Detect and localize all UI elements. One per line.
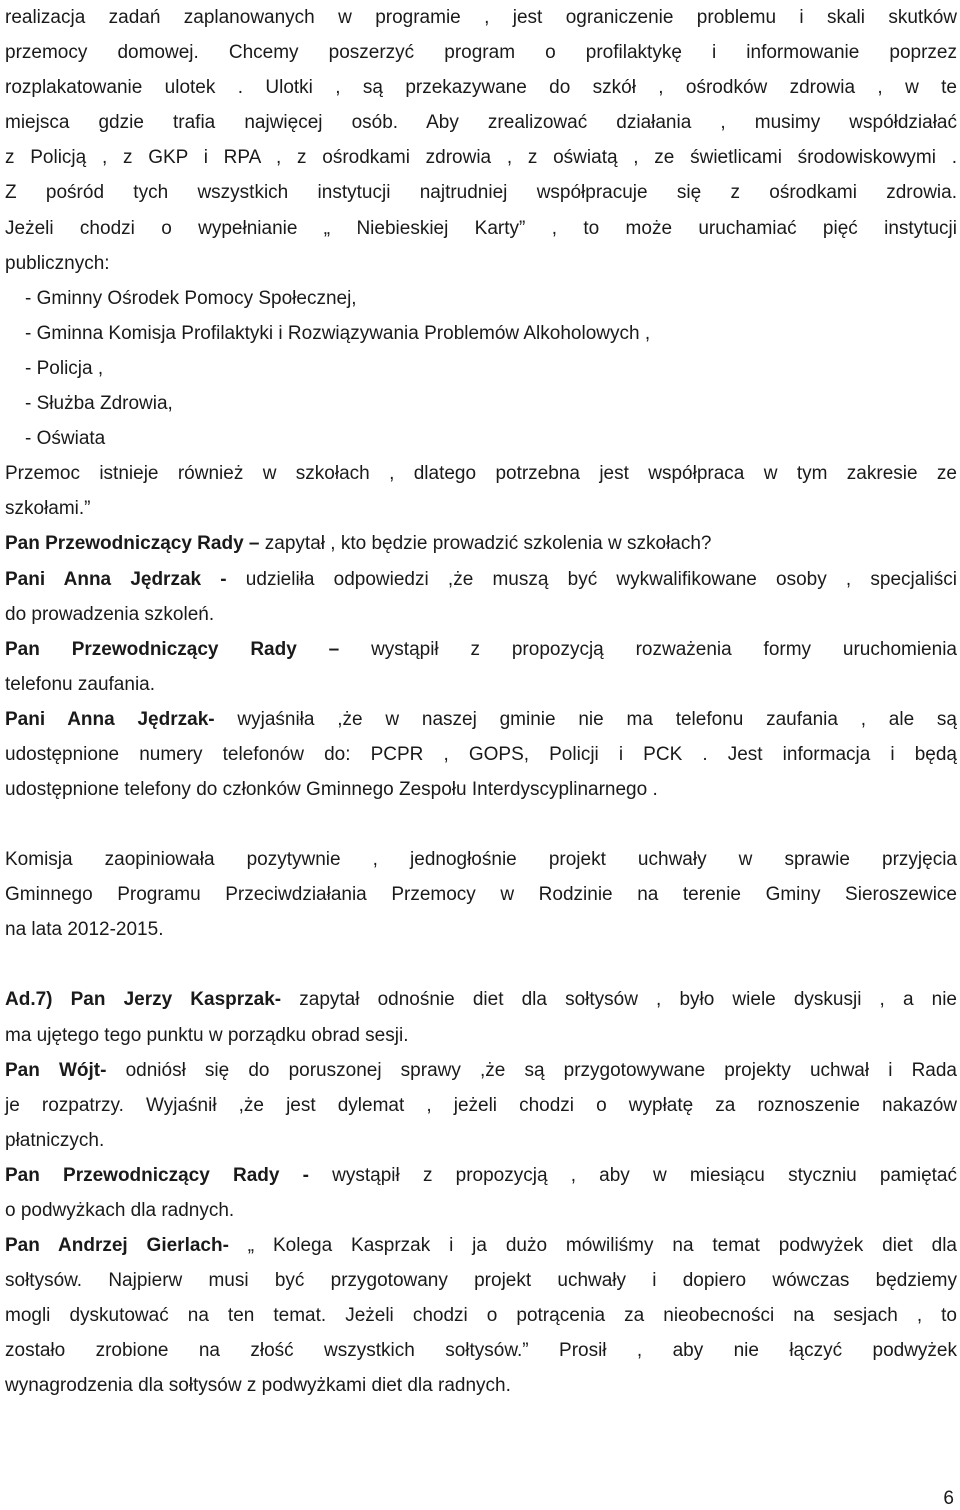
- speaker-name: Pan Wójt-: [5, 1059, 107, 1081]
- text-line: przemocy domowej. Chcemy poszerzyć program o profilaktykę i informowanie poprzez: [5, 42, 957, 64]
- speaker-name: Pan Przewodniczący Rady –: [5, 638, 340, 660]
- speaker-text: wystąpił z propozycją rozważenia formy uruchomienia: [339, 638, 957, 660]
- speaker-name: Pan Przewodniczący Rady -: [5, 1164, 309, 1186]
- list-item: - Gminny Ośrodek Pomocy Społecznej,: [25, 287, 357, 309]
- text-line: z Policją , z GKP i RPA , z ośrodkami zdrowia , z oświatą , ze świetlicami środowiskowymi .: [5, 147, 957, 169]
- speaker-line: [5, 1158, 957, 1193]
- text-line: o podwyżkach dla radnych.: [5, 1200, 235, 1221]
- speaker-line: [5, 562, 957, 597]
- text-line: Komisja zaopiniowała pozytywnie , jednogłośnie projekt uchwały w sprawie przyjęcia: [5, 849, 957, 871]
- list-item: - Oświata: [25, 428, 106, 450]
- paragraph-gap: [5, 807, 957, 842]
- text-line: mogli dyskutować na ten temat. Jeżeli chodzi o potrącenia za nieobecności na sesjach , to: [5, 1305, 957, 1327]
- speaker-name: Pan Przewodniczący Rady –: [5, 533, 260, 555]
- text-line: szkołami.”: [5, 498, 91, 520]
- speaker-name: Ad.7) Pan Jerzy Kasprzak-: [5, 989, 282, 1011]
- text-line: udostępnione telefony do członków Gminnego Zespołu Interdyscyplinarnego .: [5, 779, 658, 801]
- text-line: miejsca gdzie trafia najwięcej osób. Aby zrealizować działania , musimy współdziałać: [5, 112, 957, 134]
- text-line: ma ujętego tego punktu w porządku obrad sesji.: [5, 1024, 409, 1046]
- speaker-text: odniósł się do poruszonej sprawy ,że są przygotowywane projekty uchwał i Rada: [106, 1059, 957, 1081]
- list-item: - Gminna Komisja Profilaktyki i Rozwiązywania Problemów Alkoholowych ,: [25, 322, 651, 344]
- speaker-line: [5, 632, 957, 667]
- text-line: Przemoc istnieje również w szkołach , dlatego potrzebna jest współpraca w tym zakresie ze: [5, 463, 957, 485]
- text-line: udostępnione numery telefonów do: PCPR , GOPS, Policji i PCK . Jest informacja i będą: [5, 743, 957, 765]
- list-item: - Służba Zdrowia,: [25, 393, 173, 415]
- text-line: do prowadzenia szkoleń.: [5, 603, 215, 625]
- speaker-text: zapytał odnośnie diet dla sołtysów , było wiele dyskusji , a nie: [281, 989, 957, 1011]
- page-number: 6: [943, 1488, 954, 1509]
- speaker-text: wyjaśniła ,że w naszej gminie nie ma telefonu zaufania , ale są: [214, 708, 957, 730]
- text-line: publicznych:: [5, 252, 110, 274]
- text-line: rozplakatowanie ulotek . Ulotki , są przekazywane do szkół , ośrodków zdrowia , w te: [5, 77, 957, 99]
- list-item: - Policja ,: [25, 357, 104, 379]
- speaker-line: [5, 1053, 957, 1088]
- text-line: Gminnego Programu Przeciwdziałania Przemocy w Rodzinie na terenie Gminy Sieroszewice: [5, 884, 957, 906]
- text-line: telefonu zaufania.: [5, 673, 156, 695]
- text-line: zostało zrobione na złość wszystkich sołtysów.” Prosił , aby nie łączyć podwyżek: [5, 1340, 957, 1362]
- speaker-text: udzieliła odpowiedzi ,że muszą być wykwalifikowane osoby , specjaliści: [226, 568, 957, 590]
- text-line: płatniczych.: [5, 1129, 105, 1151]
- speaker-text: „ Kolega Kasprzak i ja dużo mówiliśmy na temat podwyżek diet dla: [228, 1235, 957, 1257]
- text-line: je rozpatrzy. Wyjaśnił ,że jest dylemat , jeżeli chodzi o wypłatę za roznoszenie nakazów: [5, 1094, 957, 1116]
- speaker-name: Pani Anna Jędrzak -: [5, 568, 227, 590]
- paragraph-gap: [5, 947, 957, 982]
- speaker-name: Pani Anna Jędrzak-: [5, 708, 215, 730]
- speaker-text: zapytał , kto będzie prowadzić szkolenia w szkołach?: [259, 533, 712, 555]
- speaker-line: [5, 982, 957, 1017]
- speaker-text: wystąpił z propozycją , aby w miesiącu styczniu pamiętać: [308, 1164, 957, 1186]
- text-line: sołtysów. Najpierw musi być przygotowany projekt uchwały i dopiero wówczas będziemy: [5, 1270, 957, 1292]
- text-line: realizacja zadań zaplanowanych w programie , jest ograniczenie problemu i skali skutków: [5, 7, 957, 28]
- speaker-line: [5, 1228, 957, 1263]
- speaker-name: Pan Andrzej Gierlach-: [5, 1235, 229, 1257]
- text-line: Jeżeli chodzi o wypełnianie „ Niebieskiej Karty” , to może uruchamiać pięć instytucji: [5, 217, 957, 239]
- text-line: Z pośród tych wszystkich instytucji najtrudniej współpracuje się z ośrodkami zdrowia.: [5, 182, 957, 204]
- speaker-line: [5, 526, 957, 561]
- text-line: na lata 2012-2015.: [5, 919, 164, 941]
- document-page: [5, 0, 957, 1404]
- text-line: wynagrodzenia dla sołtysów z podwyżkami diet dla radnych.: [5, 1375, 511, 1397]
- speaker-line: [5, 702, 957, 737]
